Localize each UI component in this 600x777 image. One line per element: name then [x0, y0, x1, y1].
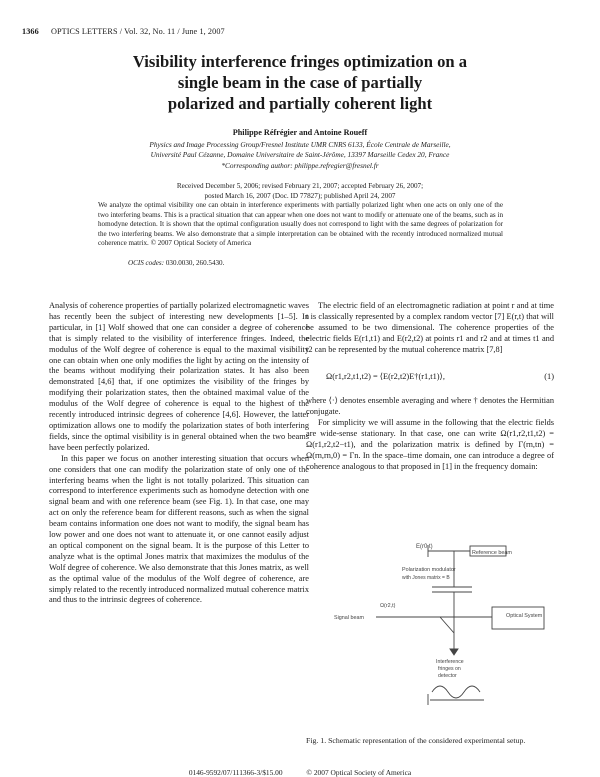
modulator-label: Polarization modulator: [402, 567, 456, 573]
received-line: Received December 5, 2006; revised February 21, 2007; accepted February 26, 2007;: [176, 182, 424, 190]
paragraph: In this paper we focus on another interesting situation that occurs when one considers that one can modify the polarization state of only one of the interfering beams when the light is not totally polarized. This situation can correspond to interference experiments such as homodyne detection with one signal beam and with one reference beam (see Fig. 1). In that case, one may act on only the reference beam for different reasons, such as when the signal beam contains information one does not want to modify, the signal beam has low power and one does not want to attenuate it, or one cannot easily adjust an optical component on the signal beam. It is the purpose of this Letter to analyze what is the optimal Jones matrix that maximizes the modulus of the Wolf degree of coherence. We also demonstrate that this Jones matrix, as well as the optimal value of the modulus of the Wolf degree of coherence, are simply related to the recently introduced normalized mutual coherence matrix and thus to the intrinsic degrees of coherence.: [49, 453, 309, 605]
ocis-label: OCIS codes:: [128, 259, 165, 267]
figure-caption: Fig. 1. Schematic representation of the considered experimental setup.: [306, 736, 526, 745]
equation-body: Ω(r1,r2,t1,t2) = ⟨E(r2,t2)E†(r1,t1)⟩,: [326, 371, 445, 381]
ocis-codes: [128, 259, 224, 269]
signal-to-combiner: [440, 617, 454, 633]
copyright: © 2007 Optical Society of America: [306, 768, 412, 777]
signal-field-label: Ω(r2,t): [380, 603, 396, 609]
title-line: Visibility interference fringes optimization on a: [132, 52, 468, 71]
page-number: 1366: [22, 27, 39, 36]
modulator-sub-label: with Jones matrix = B: [402, 575, 450, 581]
abstract: We analyze the optimal visibility one can obtain in interference experiments with partially polarized light when one acts on only one of the two interfering beams. This is a practical situation that can appear when one does not want to modify or attenuate one of the beams, such as in homodyne detection. It is shown that the optimal configuration usually does not correspond to light with the same degrees of polarization for the two interfering beams. We also demonstrate that a simple interpretation can be obtained with the recently introduced normalized mutual coherence matrix. © 2007 Optical Society of America: [98, 201, 503, 248]
detector-label: fringes on: [438, 666, 461, 672]
paragraph: where ⟨·⟩ denotes ensemble averaging and where † denotes the Hermitian conjugate.: [306, 396, 554, 417]
figure-1: [332, 537, 552, 715]
setup-schematic: [332, 537, 552, 715]
paragraph: Analysis of coherence properties of partially polarized electromagnetic waves has recently been the subject of interesting new developments [1–5]. In particular, in [1] Wolf showed that one can consider a degree of coherence that is simply related to the visibility of interference fringes. Indeed, the modulus of the Wolf degree of coherence is equal to the maximal visibility one can obtain when one only modifies the light by acting on the intensity of the beams without modifying their polarization states. It has also been demonstrated [4,6] that, if one optimizes the visibility of the fringes by modifying their polarization states, then the obtained maximal value of the modulus of the Wolf degree of coherence is equal to the highest of the recently introduced intrinsic degrees of coherence [4,6]. However, the latter optimization allows one to modify the polarization states of both interfering fields, since the optimal visibility is in general obtained when the two beams have been perfectly polarized.: [49, 301, 309, 452]
authors: Philippe Réfrégier and Antoine Roueff: [232, 128, 368, 137]
journal-citation: OPTICS LETTERS / Vol. 32, No. 11 / June 1, 2007: [50, 27, 225, 36]
fringe-wave: [432, 686, 480, 698]
source-label: E(r0,t): [416, 544, 433, 550]
equation-1: [306, 372, 554, 383]
article-code: 0146-9592/07/111366-3/$15.00: [188, 768, 283, 777]
signal-label: Signal beam: [334, 615, 364, 621]
article-title: [60, 51, 540, 114]
affiliation: [60, 140, 540, 171]
detector-label: detector: [438, 673, 457, 679]
left-column: [49, 301, 309, 606]
title-line: single beam in the case of partially: [177, 73, 423, 92]
ocis-values: 030.0030, 260.5430.: [165, 259, 225, 267]
affiliation-line: Physics and Image Processing Group/Fresnel Institute UMR CNRS 6133, École Centrale de Marseille,: [149, 140, 451, 149]
received-dates: [60, 181, 540, 201]
detector-label: Interference: [436, 659, 464, 665]
corresponding-author: *Corresponding author: philippe.refregier@fresnel.fr: [221, 160, 379, 170]
arrow-down-icon: [450, 649, 458, 655]
title-line: polarized and partially coherent light: [167, 94, 433, 113]
affiliation-line: Université Paul Cézanne, Domaine Universitaire de Saint-Jérôme, 13397 Marseille Cedex 20, France: [150, 150, 450, 160]
paragraph: For simplicity we will assume in the following that the electric fields are wide-sense stationary. In that case, one can write Ω(r1,r2,t1,t2) = Ω(r1,r2,t2−t1), and the polarization matrix is defined by Γ(rn,tn) = Ω(rn,rn,0) = Γn. In the space–time domain, one can introduce a degree of coherence analogous to that proposed in [1] in the frequency domain:: [306, 418, 554, 471]
right-column: [306, 301, 554, 473]
received-line: posted March 16, 2007 (Doc. ID 77827); published April 24, 2007: [204, 192, 396, 200]
optical-system-label: Optical System: [506, 613, 543, 619]
equation-number: (1): [544, 371, 554, 381]
running-header: [22, 27, 225, 36]
paragraph: The electric field of an electromagnetic radiation at point r and at time t is classically represented by a complex random vector [7] E(r,t) that will be assumed to be two dimensional. The coherence properties of the electric fields E(r1,t1) and E(r2,t2) at points r1 and r2 and at times t1 and t2 can be represented by the mutual coherence matrix [7,8]: [306, 301, 554, 354]
reference-label: Reference beam: [472, 550, 512, 556]
